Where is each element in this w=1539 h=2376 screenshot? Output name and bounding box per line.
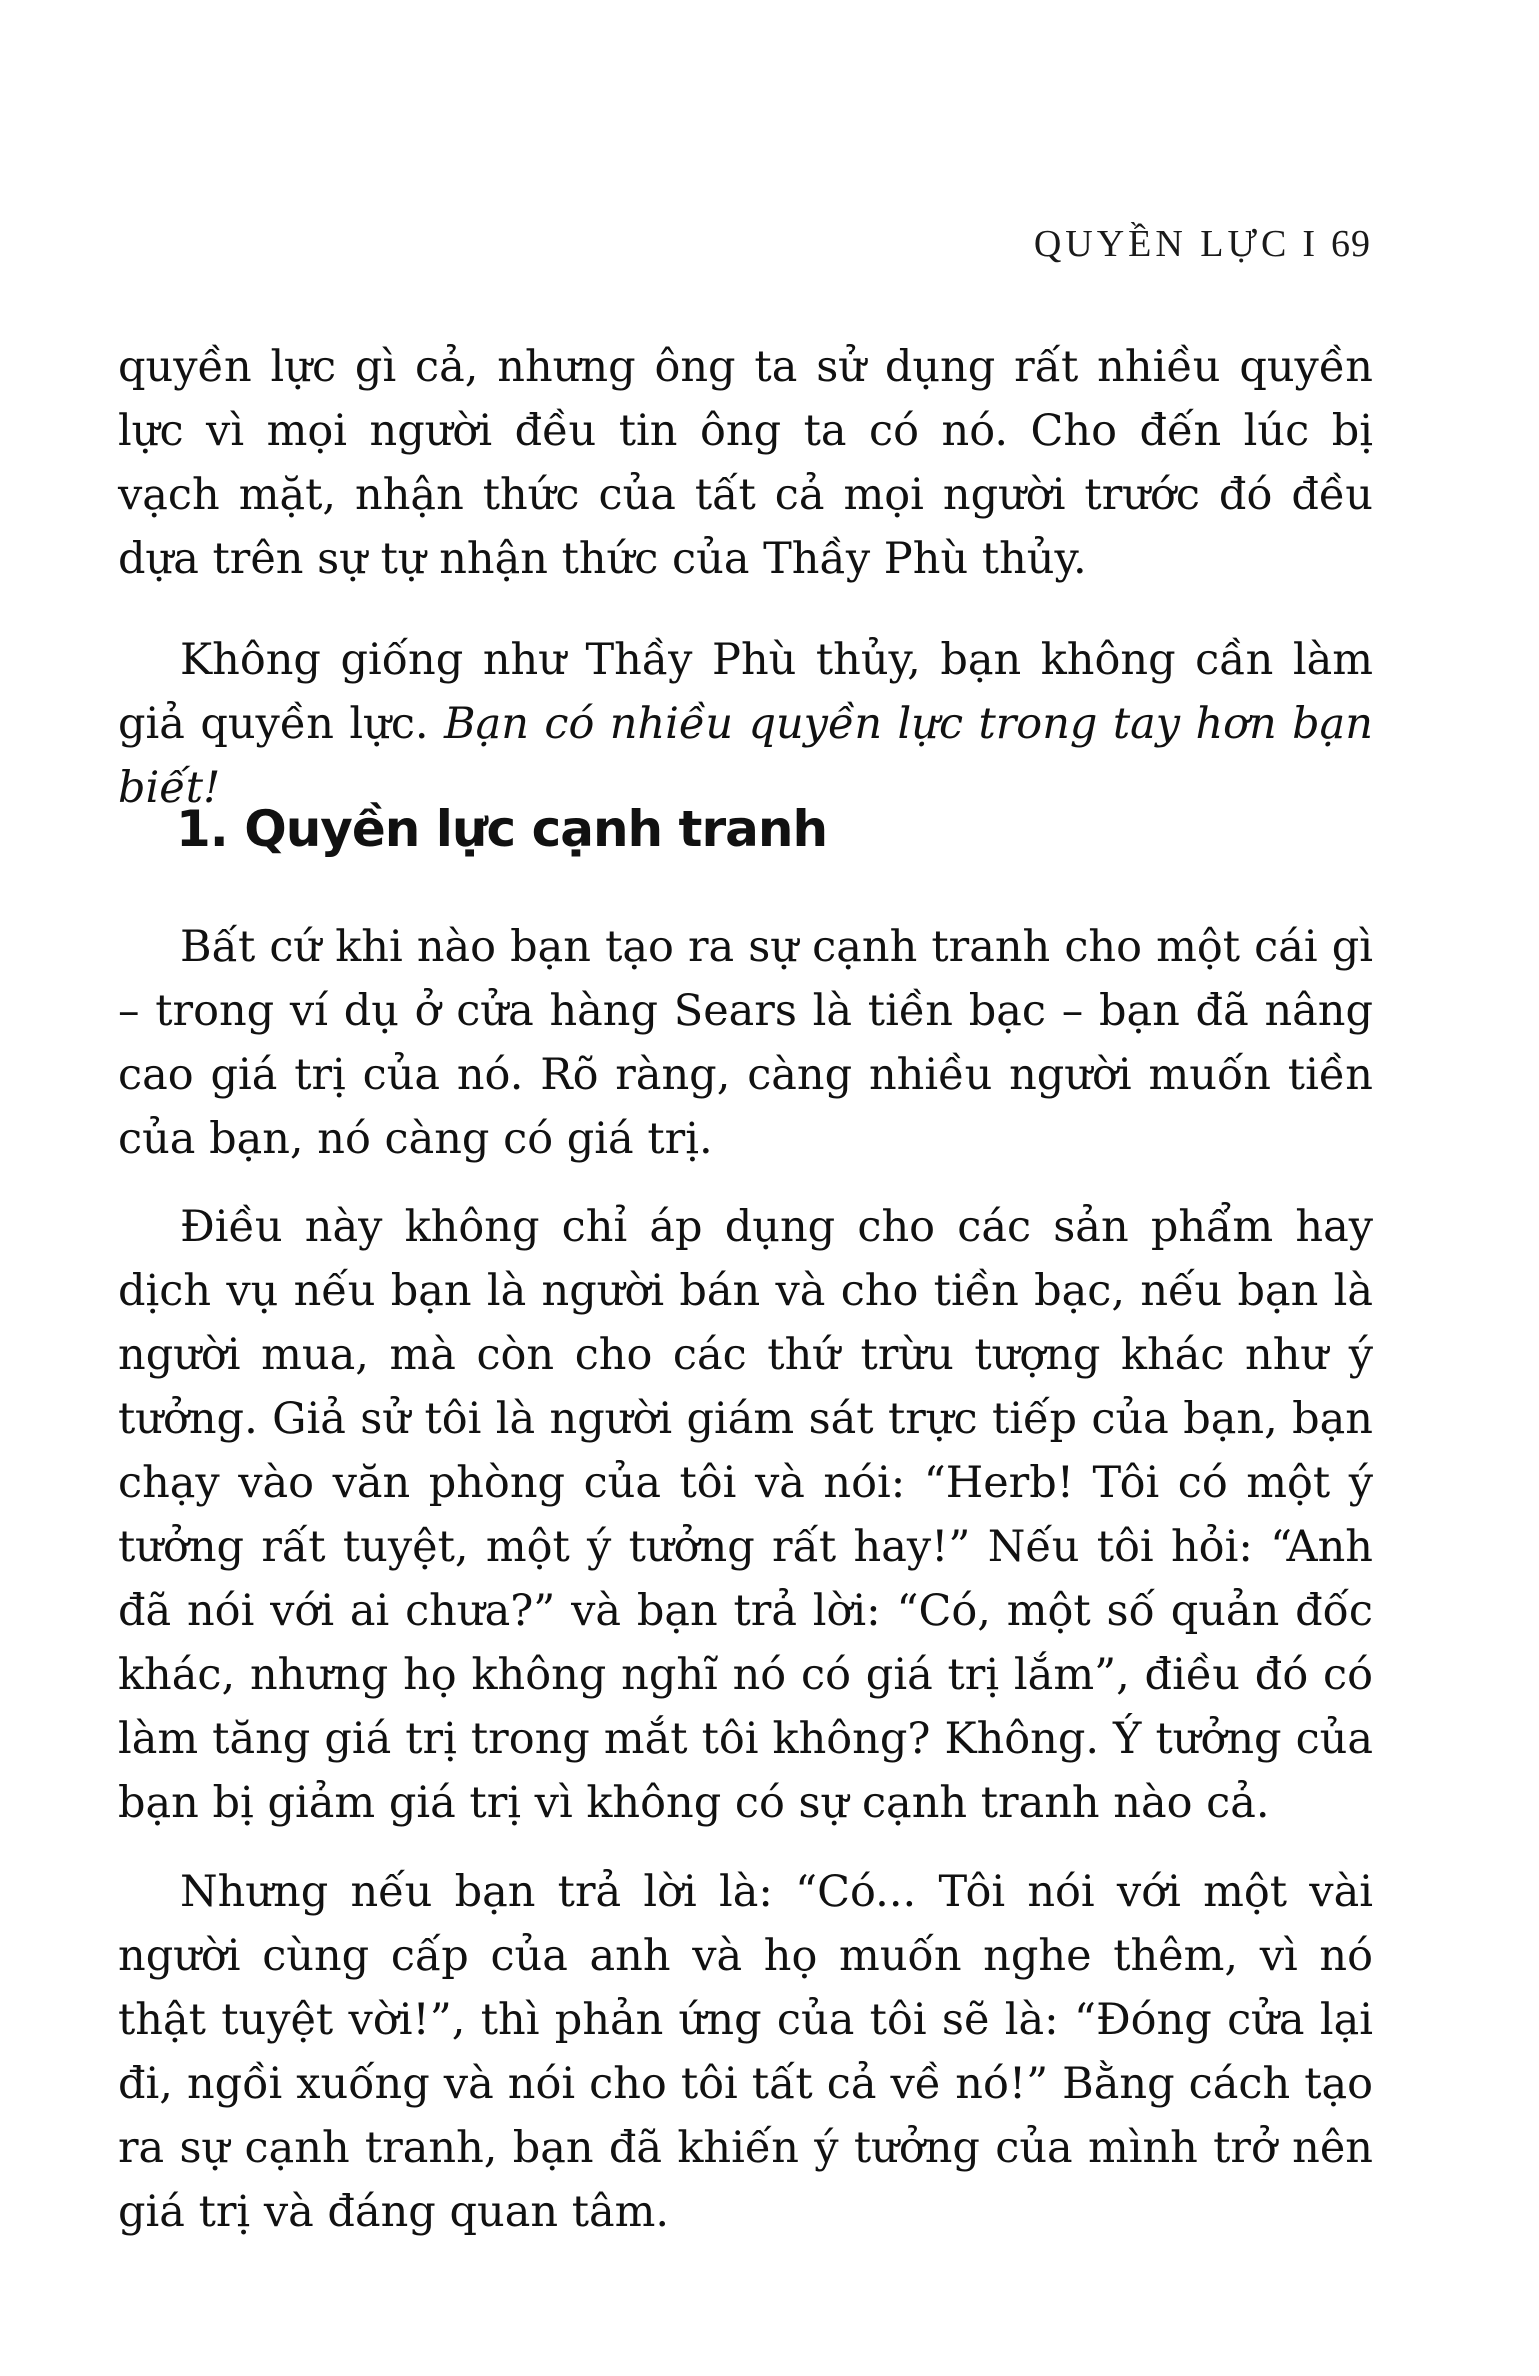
page-number: 69 [1331, 223, 1371, 265]
paragraph-response: Nhưng nếu bạn trả lời là: “Có... Tôi nói với một vài người cùng cấp của anh và họ muốn nghe thêm, vì nó thật tuyệt vời!”, thì phản ứng của tôi sẽ là: “Đóng cửa lại đi, ngồi xuống và nói cho tôi tất cả về nó!” Bằng cách tạo ra sự cạnh tranh, bạn đã khiến ý tưởng của mình trở nên giá trị và đáng quan tâm. [118, 1867, 1373, 2237]
paragraph-competition: Bất cứ khi nào bạn tạo ra sự cạnh tranh cho một cái gì – trong ví dụ ở cửa hàng Sears là tiền bạc – bạn đã nâng cao giá trị của nó. Rõ ràng, càng nhiều người muốn tiền của bạn, nó càng có giá trị. [118, 922, 1373, 1164]
section-heading: 1. Quyền lực cạnh tranh [176, 800, 828, 858]
emphasis-text: Bạn có nhiều quyền lực trong tay hơn bạn biết! [118, 699, 1373, 813]
paragraph-continued: quyền lực gì cả, nhưng ông ta sử dụng rất nhiều quyền lực vì mọi người đều tin ông ta có nó. Cho đến lúc bị vạch mặt, nhận thức của tất cả mọi người trước đó đều dựa trên sự tự nhận thức của Thầy Phù thủy. [118, 342, 1373, 584]
paragraph-ideas: Điều này không chỉ áp dụng cho các sản phẩm hay dịch vụ nếu bạn là người bán và cho tiền bạc, nếu bạn là người mua, mà còn cho các thứ trừu tượng khác như ý tưởng. Giả sử tôi là người giám sát trực tiếp của bạn, bạn chạy vào văn phòng của tôi và nói: “Herb! Tôi có một ý tưởng rất tuyệt, một ý tưởng rất hay!” Nếu tôi hỏi: “Anh đã nói với ai chưa?” và bạn trả lời: “Có, một số quản đốc khác, nhưng họ không nghĩ nó có giá trị lắm”, điều đó có làm tăng giá trị trong mắt tôi không? Không. Ý tưởng của bạn bị giảm giá trị vì không có sự cạnh tranh nào cả. [118, 1202, 1373, 1828]
paragraph-wizard [118, 628, 1373, 820]
header-separator: I [1302, 223, 1319, 265]
chapter-title: QUYỀN LỰC [1033, 223, 1291, 265]
running-header [1034, 222, 1371, 266]
paragraph-text: Không giống như Thầy Phù thủy, bạn không cần làm giả quyền lực. [118, 635, 1373, 749]
